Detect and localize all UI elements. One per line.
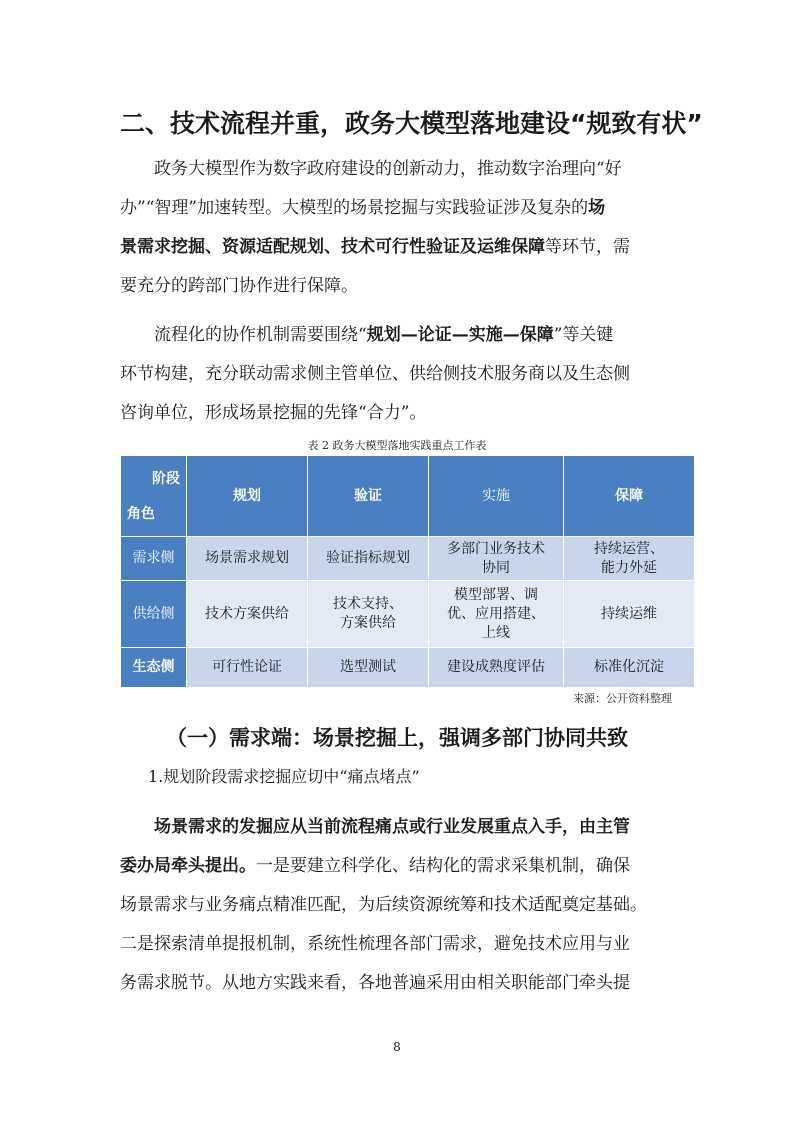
text-run: 二是探索清单提报机制，系统性梳理各部门需求，避免技术应用与业	[120, 934, 630, 954]
table-cell: 持续运维	[564, 581, 695, 648]
section-title: 二、技术流程并重，政务大模型落地建设“规致有状”	[120, 109, 703, 138]
text-line	[120, 355, 676, 394]
text-line	[120, 808, 676, 847]
paragraph-1	[120, 150, 676, 306]
text-run: 办”“智理”加速转型。大模型的场景挖掘与实践验证涉及复杂的	[120, 198, 589, 218]
subsection-title: （一）需求端：场景挖掘上，强调多部门协同共致	[166, 725, 628, 750]
row-label: 需求侧	[121, 537, 187, 581]
table-row	[121, 648, 695, 688]
text-run: 政务大模型作为数字政府建设的创新动力，推动数字治理向“好	[120, 159, 622, 179]
table-row	[121, 537, 695, 581]
text-line	[120, 150, 676, 189]
text-run: 要充分的跨部门协作进行保障。	[120, 276, 358, 296]
table-row	[121, 581, 695, 648]
bold-run: 规划—论证—实施—保障	[366, 325, 554, 345]
bold-run: 场	[588, 198, 606, 218]
row-label: 供给侧	[121, 581, 187, 648]
bold-run: 委办局牵头提出。	[120, 856, 256, 876]
column-header: 实施	[429, 456, 564, 537]
text-run: 咨询单位，形成场景挖掘的先锋“合力”。	[120, 403, 427, 423]
text-line	[120, 847, 676, 886]
text-run: 一是要建立科学化、结构化的需求采集机制，确保	[256, 856, 630, 876]
column-header: 保障	[564, 456, 695, 537]
subheading: 1.规划阶段需求挖掘应切中“痛点堵点”	[148, 767, 420, 786]
paragraph-2	[120, 316, 676, 433]
table-caption: 表 2 政务大模型落地实践重点工作表	[307, 439, 487, 452]
page-number: 8	[393, 1040, 401, 1054]
text-line	[120, 394, 676, 433]
text-line	[120, 189, 676, 228]
table-cell: 持续运营、 能力外延	[564, 537, 695, 581]
table-cell: 标准化沉淀	[564, 648, 695, 688]
text-run: 场景需求与业务痛点精准匹配，为后续资源统筹和技术适配奠定基础。	[120, 895, 647, 915]
work-table	[120, 455, 695, 688]
text-line	[120, 964, 676, 1003]
table-corner-cell	[121, 456, 187, 537]
text-line	[120, 267, 676, 306]
text-line	[120, 316, 676, 355]
column-header: 验证	[308, 456, 429, 537]
text-run: 环节构建，充分联动需求侧主管单位、供给侧技术服务商以及生态侧	[120, 364, 630, 384]
table-source: 来源：公开资料整理	[573, 692, 672, 705]
text-line	[120, 228, 676, 267]
table-cell: 场景需求规划	[187, 537, 308, 581]
text-line	[120, 886, 676, 925]
bold-run: 场景需求的发掘应从当前流程痛点或行业发展重点入手，由主管	[120, 817, 630, 837]
bold-run: 景需求挖掘、资源适配规划、技术可行性验证及运维保障	[120, 237, 545, 257]
table-cell: 技术支持、 方案供给	[308, 581, 429, 648]
row-label: 生态侧	[121, 648, 187, 688]
table-cell: 模型部署、调 优、应用搭建、 上线	[429, 581, 564, 648]
table-cell: 验证指标规划	[308, 537, 429, 581]
text-run: ”等关键	[553, 325, 614, 345]
text-run: 流程化的协作机制需要围绕“	[120, 325, 367, 345]
corner-role-label: 角色	[127, 506, 155, 522]
text-run: 务需求脱节。从地方实践来看，各地普遍采用由相关职能部门牵头提	[120, 973, 630, 993]
text-line	[120, 925, 676, 964]
text-run: 等环节，需	[545, 237, 630, 257]
corner-stage-label: 阶段	[152, 471, 180, 487]
table-cell: 技术方案供给	[187, 581, 308, 648]
column-header: 规划	[187, 456, 308, 537]
table-cell: 可行性论证	[187, 648, 308, 688]
table-cell: 选型测试	[308, 648, 429, 688]
table-cell: 多部门业务技术 协同	[429, 537, 564, 581]
table-header-row	[121, 456, 695, 537]
table-cell: 建设成熟度评估	[429, 648, 564, 688]
paragraph-3	[120, 808, 676, 1003]
